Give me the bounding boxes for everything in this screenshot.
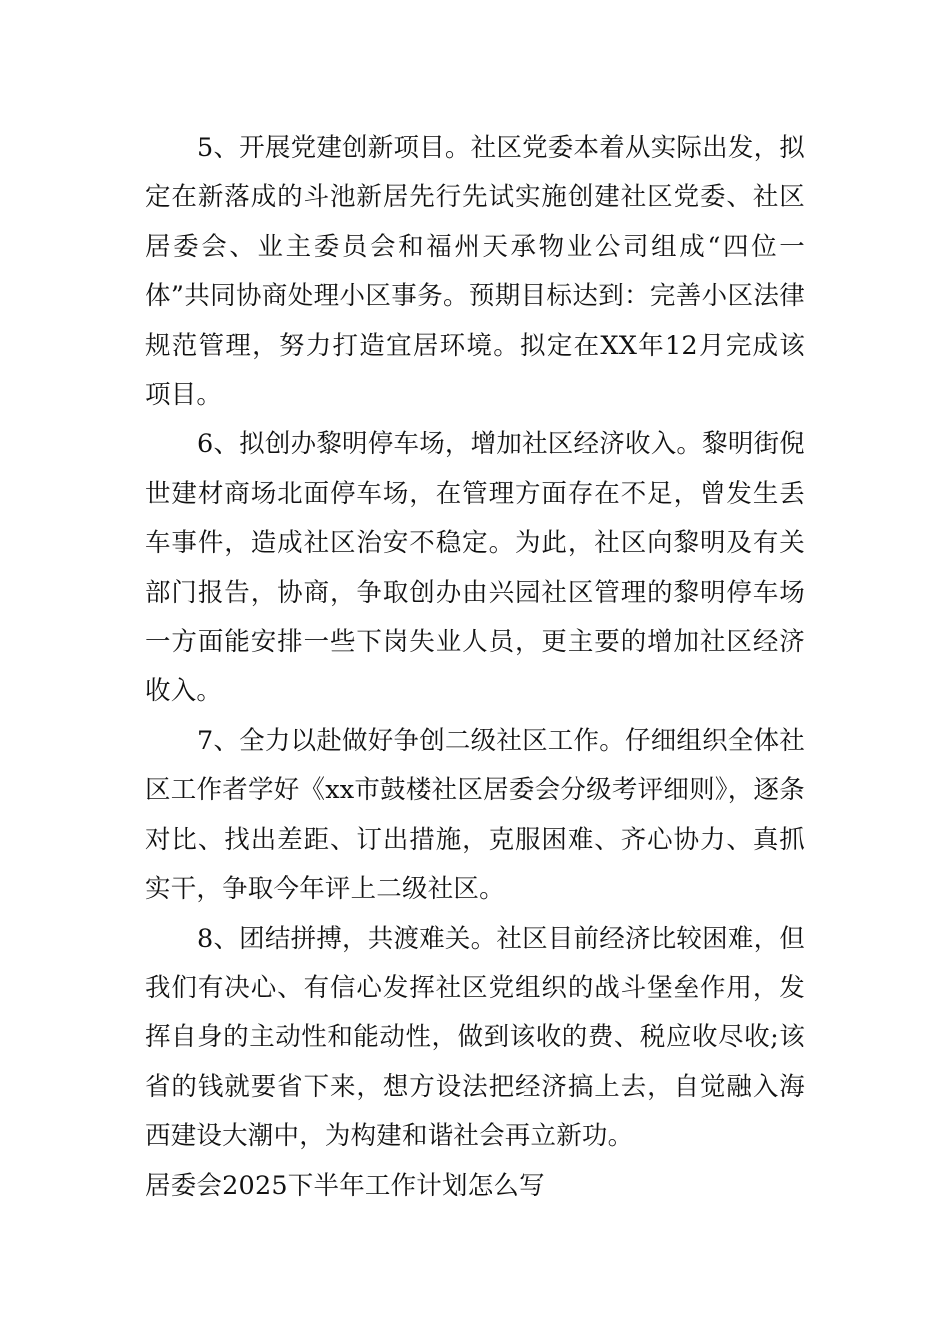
paragraph-item-6: 6、拟创办黎明停车场，增加社区经济收入。黎明街倪世建材商场北面停车场，在管理方面存在不足，曾发生丢车事件，造成社区治安不稳定。为此，社区向黎明及有关部门报告，协商，争取创办由兴园社区管理的黎明停车场一方面能安排一些下岗失业人员，更主要的增加社区经济收入。: [145, 429, 805, 707]
paragraph-item-7: 7、全力以赴做好争创二级社区工作。仔细组织全体社区工作者学好《xx市鼓楼社区居委会分级考评细则》，逐条对比、找出差距、订出措施，克服困难、齐心协力、真抓实干，争取今年评上二级社区。: [145, 725, 805, 905]
closing-title: 居委会2025下半年工作计划怎么写: [145, 1170, 545, 1201]
paragraph-item-8: 8、团结拼搏，共渡难关。社区目前经济比较困难，但我们有决心、有信心发挥社区党组织的战斗堡垒作用，发挥自身的主动性和能动性，做到该收的费、税应收尽收;该省的钱就要省下来，想方设法把经济搞上去，自觉融入海西建设大潮中，为构建和谐社会再立新功。: [145, 923, 805, 1152]
paragraph-item-5: 5、开展党建创新项目。社区党委本着从实际出发，拟定在新落成的斗池新居先行先试实施创建社区党委、社区居委会、业主委员会和福州天承物业公司组成“四位一体”共同协商处理小区事务。预期目标达到：完善小区法律规范管理，努力打造宜居环境。拟定在XX年12月完成该项目。: [145, 133, 805, 411]
